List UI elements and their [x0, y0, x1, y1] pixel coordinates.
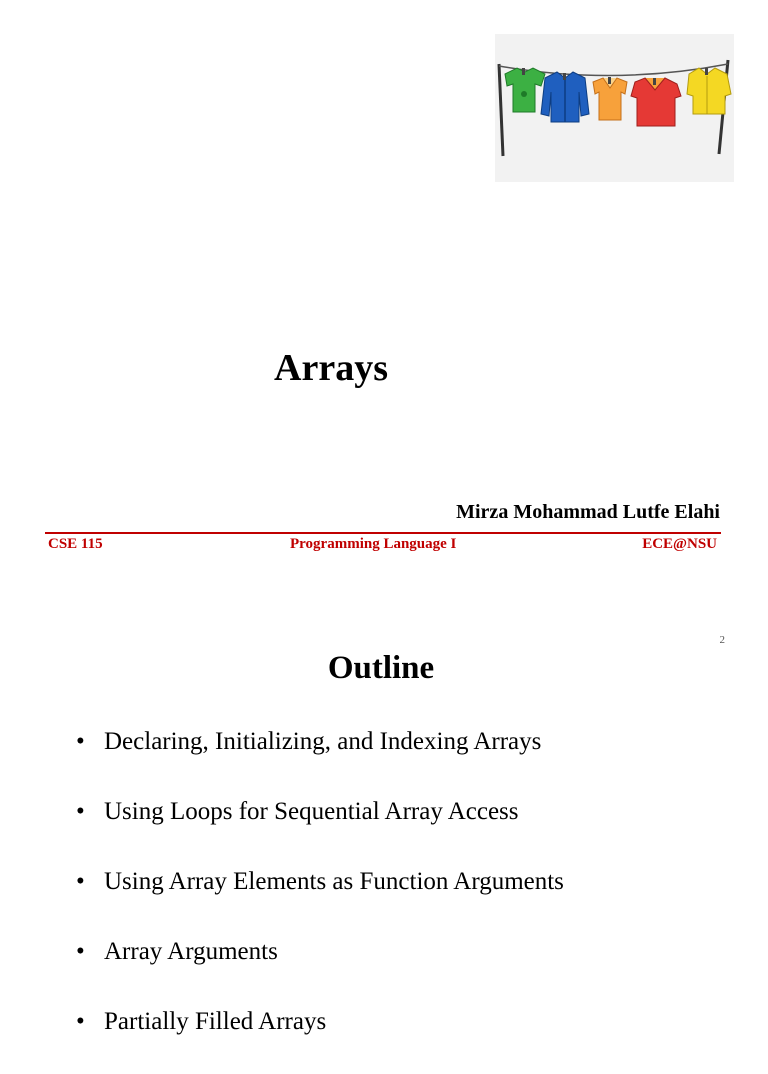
outline-heading: Outline: [327, 650, 435, 686]
list-item: [74, 934, 564, 1004]
bullet-icon: •: [76, 728, 85, 755]
author-name: Mirza Mohammad Lutfe Elahi: [456, 501, 720, 523]
list-item: [74, 1004, 564, 1074]
list-item-text: Partially Filled Arrays: [104, 1008, 327, 1035]
list-item: [74, 724, 564, 794]
list-item-text: Declaring, Initializing, and Indexing Arrays: [104, 728, 542, 755]
clothesline-image: [495, 34, 734, 182]
page-number: 2: [719, 634, 725, 646]
bullet-icon: •: [76, 1008, 85, 1035]
list-item-text: Using Array Elements as Function Arguments: [104, 868, 564, 895]
slide-title: Arrays: [274, 347, 388, 389]
list-item-text: Array Arguments: [104, 938, 278, 965]
bullet-icon: •: [76, 798, 85, 825]
list-item: [74, 794, 564, 864]
list-item: [74, 864, 564, 934]
red-shirt-icon: [631, 78, 681, 126]
orange-shirt-icon: [593, 78, 627, 120]
outline-list: [74, 724, 564, 1074]
list-item-text: Using Loops for Sequential Array Access: [104, 798, 519, 825]
footer-department: ECE@NSU: [642, 536, 717, 552]
footer-course-name: Programming Language I: [290, 536, 457, 552]
clothesline-icon: [495, 34, 734, 182]
bullet-icon: •: [76, 868, 85, 895]
footer-divider: [45, 532, 721, 534]
bullet-icon: •: [76, 938, 85, 965]
footer-course-code: CSE 115: [48, 536, 103, 552]
yellow-shirt-icon: [687, 68, 731, 114]
